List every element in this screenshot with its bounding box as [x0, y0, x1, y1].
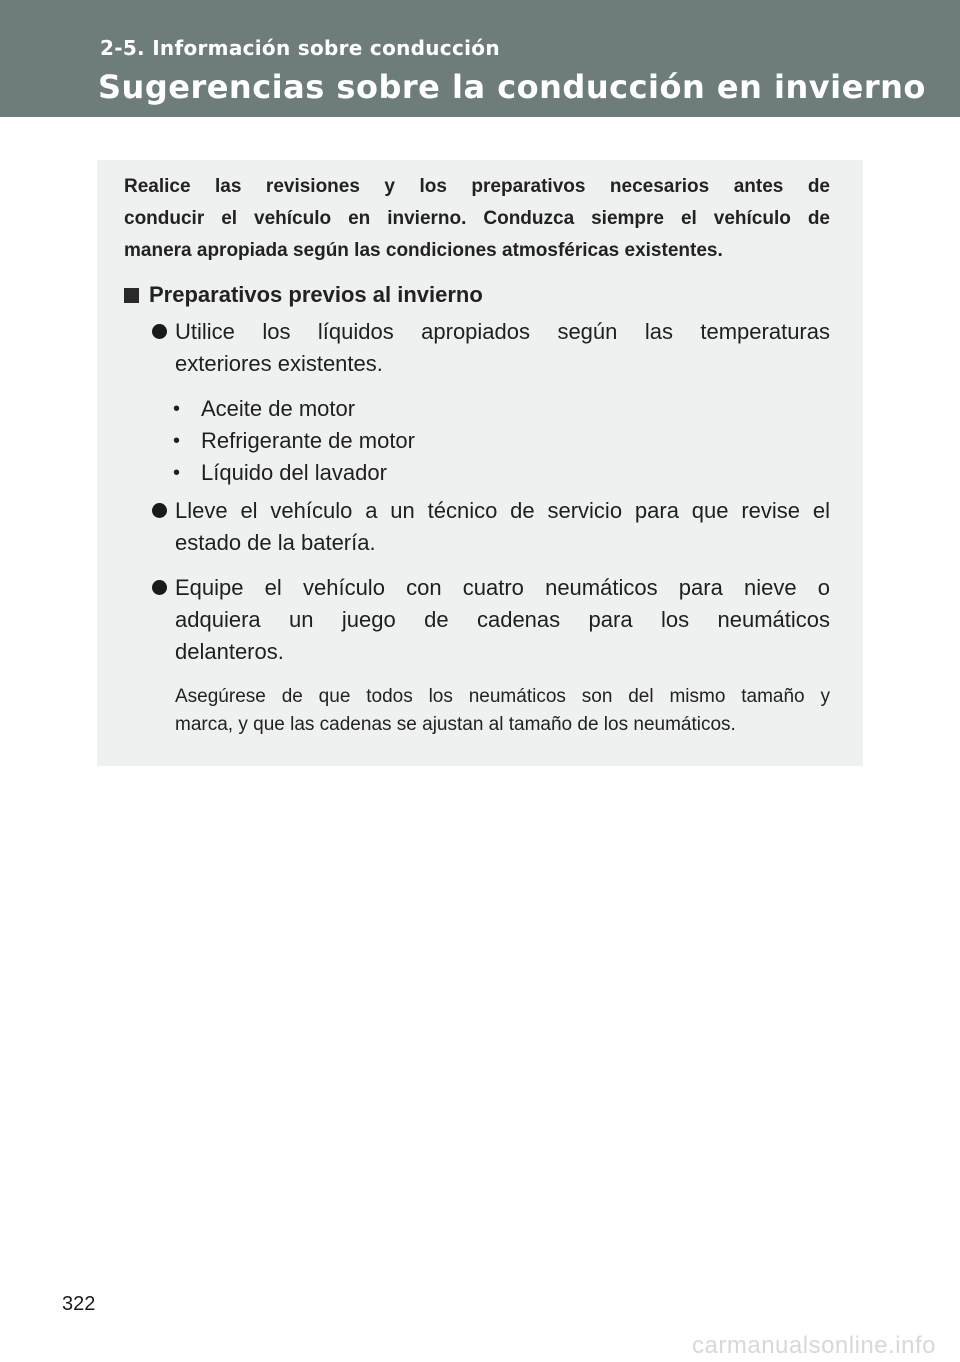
- list-item-line: adquiera un juego de cadenas para los neumáticos: [175, 607, 830, 632]
- list-item-line: Utilice los líquidos apropiados según las temperaturas: [175, 319, 830, 344]
- chapter-header: [0, 0, 960, 117]
- small-bullet-icon: •: [173, 429, 181, 452]
- section-label: 2-5. Información sobre conducción: [100, 36, 500, 60]
- bullet-dot-icon: [152, 580, 167, 595]
- list-item-line: exteriores existentes.: [175, 351, 383, 376]
- section-heading-text: Preparativos previos al invierno: [149, 282, 483, 307]
- note-line: Asegúrese de que todos los neumáticos son del mismo tamaño y: [175, 686, 830, 707]
- note-line: marca, y que las cadenas se ajustan al tamaño de los neumáticos.: [175, 714, 736, 735]
- intro-paragraph: [124, 171, 830, 267]
- section-heading: [124, 280, 483, 310]
- page-title: Sugerencias sobre la conducción en invierno: [98, 68, 926, 106]
- intro-line: conducir el vehículo en invierno. Conduzca siempre el vehículo de: [124, 208, 830, 229]
- list-item: [175, 316, 830, 380]
- fluid-item-text: Refrigerante de motor: [201, 428, 415, 453]
- fluid-item-text: Líquido del lavador: [201, 460, 387, 485]
- fluid-item: [173, 457, 387, 489]
- bullet-dot-icon: [152, 503, 167, 518]
- intro-line: Realice las revisiones y los preparativos necesarios antes de: [124, 176, 830, 197]
- list-item: [175, 572, 830, 668]
- page-number: 322: [62, 1293, 96, 1315]
- list-item-line: delanteros.: [175, 639, 284, 664]
- list-item: [175, 495, 830, 559]
- small-bullet-icon: •: [173, 461, 181, 484]
- tire-note: [175, 683, 830, 739]
- intro-line: manera apropiada según las condiciones atmosféricas existentes.: [124, 240, 723, 261]
- square-bullet-icon: [124, 288, 139, 303]
- bullet-dot-icon: [152, 324, 167, 339]
- list-item-line: Equipe el vehículo con cuatro neumáticos para nieve o: [175, 575, 830, 600]
- watermark: carmanualsonline.info: [692, 1332, 936, 1359]
- list-item-line: Lleve el vehículo a un técnico de servicio para que revise el: [175, 498, 830, 523]
- small-bullet-icon: •: [173, 397, 181, 420]
- fluid-item: [173, 393, 355, 425]
- fluid-item-text: Aceite de motor: [201, 396, 356, 421]
- fluid-item: [173, 425, 415, 457]
- list-item-line: estado de la batería.: [175, 530, 376, 555]
